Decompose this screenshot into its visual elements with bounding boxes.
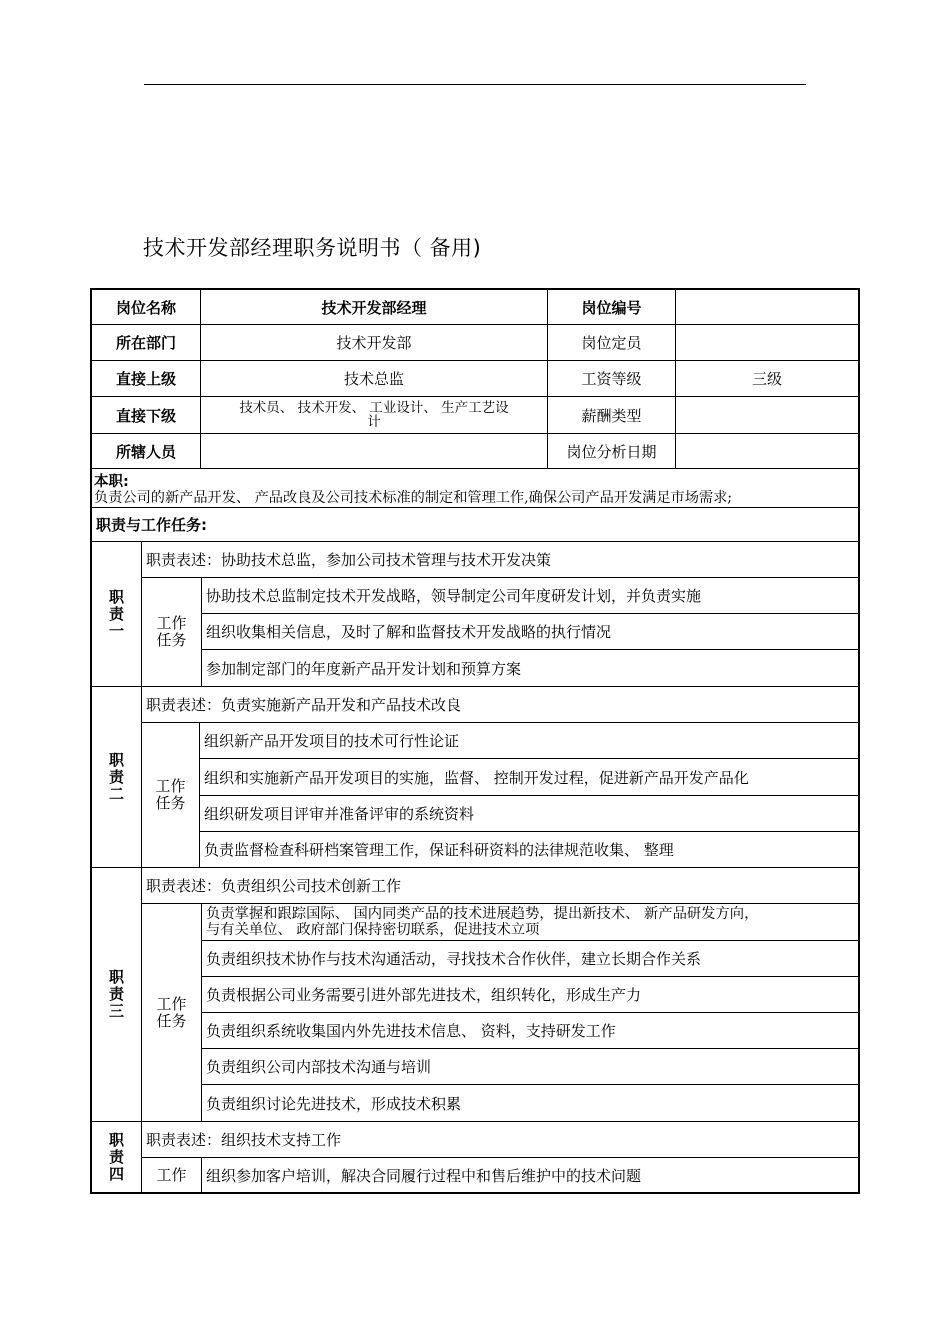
duty-4-char-2: 责 xyxy=(108,1148,124,1166)
duty-3-task-2: 负责组织技术协作与技术沟通活动，寻找技术合作伙伴，建立长期合作关系 xyxy=(201,940,859,977)
duty-2-task-4: 负责监督检查科研档案管理工作，保证科研资料的法律规范收集、 整理 xyxy=(199,831,859,868)
duty-4-task-label: 工作 xyxy=(141,1157,202,1194)
department-label: 所在部门 xyxy=(91,324,201,361)
position-name-value: 技术开发部经理 xyxy=(200,289,548,325)
duty-3-char-3: 三 xyxy=(108,1002,124,1020)
duty-3-task-4: 负责组织系统收集国内外先进技术信息、 资料，支持研发工作 xyxy=(201,1012,859,1049)
analysis-date-value xyxy=(675,433,859,469)
superior-label: 直接上级 xyxy=(91,360,201,397)
document-title: 技术开发部经理职务说明书（ 备用) xyxy=(143,236,482,260)
duty-1-task-3: 参加制定部门的年度新产品开发计划和预算方案 xyxy=(201,649,859,687)
staff-value xyxy=(200,433,548,469)
duty-summary-label: 本职: xyxy=(94,474,129,490)
duty-1-char-1: 职 xyxy=(108,587,124,606)
headcount-value xyxy=(675,324,859,361)
header-rule xyxy=(144,84,806,85)
duty-1-char-3: 一 xyxy=(108,621,124,640)
duty-1-task-label: 工作任务 xyxy=(141,577,202,687)
duty-2-label xyxy=(91,686,142,868)
duty-2-task-3: 组织研发项目评审并准备评审的系统资料 xyxy=(199,795,859,832)
duty-3-task-3: 负责根据公司业务需要引进外部先进技术，组织转化，形成生产力 xyxy=(201,976,859,1013)
duty-1-char-2: 责 xyxy=(108,604,124,623)
analysis-date-label: 岗位分析日期 xyxy=(547,433,676,469)
duty-1-label xyxy=(91,541,142,687)
duty-1-task-1: 协助技术总监制定技术开发战略，领导制定公司年度研发计划，并负责实施 xyxy=(201,577,859,614)
salary-grade-value: 三级 xyxy=(675,360,859,397)
duty-summary-text: 负责公司的新产品开发、 产品改良及公司技术标准的制定和管理工作,确保公司产品开发满足市场需求; xyxy=(94,490,733,506)
duty-3-statement: 职责表述：负责组织公司技术创新工作 xyxy=(141,867,859,904)
department-value: 技术开发部 xyxy=(200,324,548,361)
duty-3-task-5: 负责组织公司内部技术沟通与培训 xyxy=(201,1048,859,1085)
duty-1-statement: 职责表述：协助技术总监，参加公司技术管理与技术开发决策 xyxy=(141,541,859,578)
duty-1-task-2: 组织收集相关信息，及时了解和监督技术开发战略的执行情况 xyxy=(201,613,859,650)
subordinate-value xyxy=(200,396,548,434)
duty-2-char-1: 职 xyxy=(108,750,124,769)
duty-4-statement: 职责表述：组织技术支持工作 xyxy=(141,1121,859,1158)
position-code-label: 岗位编号 xyxy=(547,289,676,325)
duty-3-char-2: 责 xyxy=(108,985,124,1003)
duty-3-task-1 xyxy=(201,903,859,941)
salary-grade-label: 工资等级 xyxy=(547,360,676,397)
duty-3-char-1: 职 xyxy=(108,968,124,986)
duty-2-task-1: 组织新产品开发项目的技术可行性论证 xyxy=(199,722,859,759)
duty-3-task-1-line-2: 与有关单位、 政府部门保持密切联系，促进技术立项 xyxy=(206,922,540,938)
pay-type-value xyxy=(675,396,859,434)
duty-2-char-3: 二 xyxy=(108,784,124,803)
duty-4-char-1: 职 xyxy=(108,1131,124,1149)
subordinate-label: 直接下级 xyxy=(91,396,201,434)
duty-4-label xyxy=(91,1121,142,1194)
duty-3-label xyxy=(91,867,142,1122)
staff-label: 所辖人员 xyxy=(91,433,201,469)
duty-2-char-2: 责 xyxy=(108,767,124,786)
duty-2-task-2: 组织和实施新产品开发项目的实施，监督、 控制开发过程，促进新产品开发产品化 xyxy=(199,758,859,796)
subordinate-line-2: 计 xyxy=(367,414,381,430)
headcount-label: 岗位定员 xyxy=(547,324,676,361)
duty-3-task-label: 工作任务 xyxy=(141,903,202,1122)
duty-2-task-label: 工作任务 xyxy=(141,722,200,868)
position-code-value xyxy=(675,289,859,325)
responsibilities-header: 职责与工作任务: xyxy=(91,507,859,542)
superior-value: 技术总监 xyxy=(200,360,548,397)
duty-4-char-3: 四 xyxy=(108,1165,124,1183)
duty-3-task-6: 负责组织讨论先进技术，形成技术积累 xyxy=(201,1084,859,1122)
position-name-label: 岗位名称 xyxy=(91,289,201,325)
subordinate-line-1: 技术员、 技术开发、 工业设计、 生产工艺设 xyxy=(239,400,509,416)
duty-4-task-1: 组织参加客户培训，解决合同履行过程中和售后维护中的技术问题 xyxy=(201,1157,859,1194)
pay-type-label: 薪酬类型 xyxy=(547,396,676,434)
duty-2-statement: 职责表述：负责实施新产品开发和产品技术改良 xyxy=(141,686,859,723)
duty-3-task-1-line-1: 负责掌握和跟踪国际、 国内同类产品的技术进展趋势，提出新技术、 新产品研发方向， xyxy=(206,906,759,922)
